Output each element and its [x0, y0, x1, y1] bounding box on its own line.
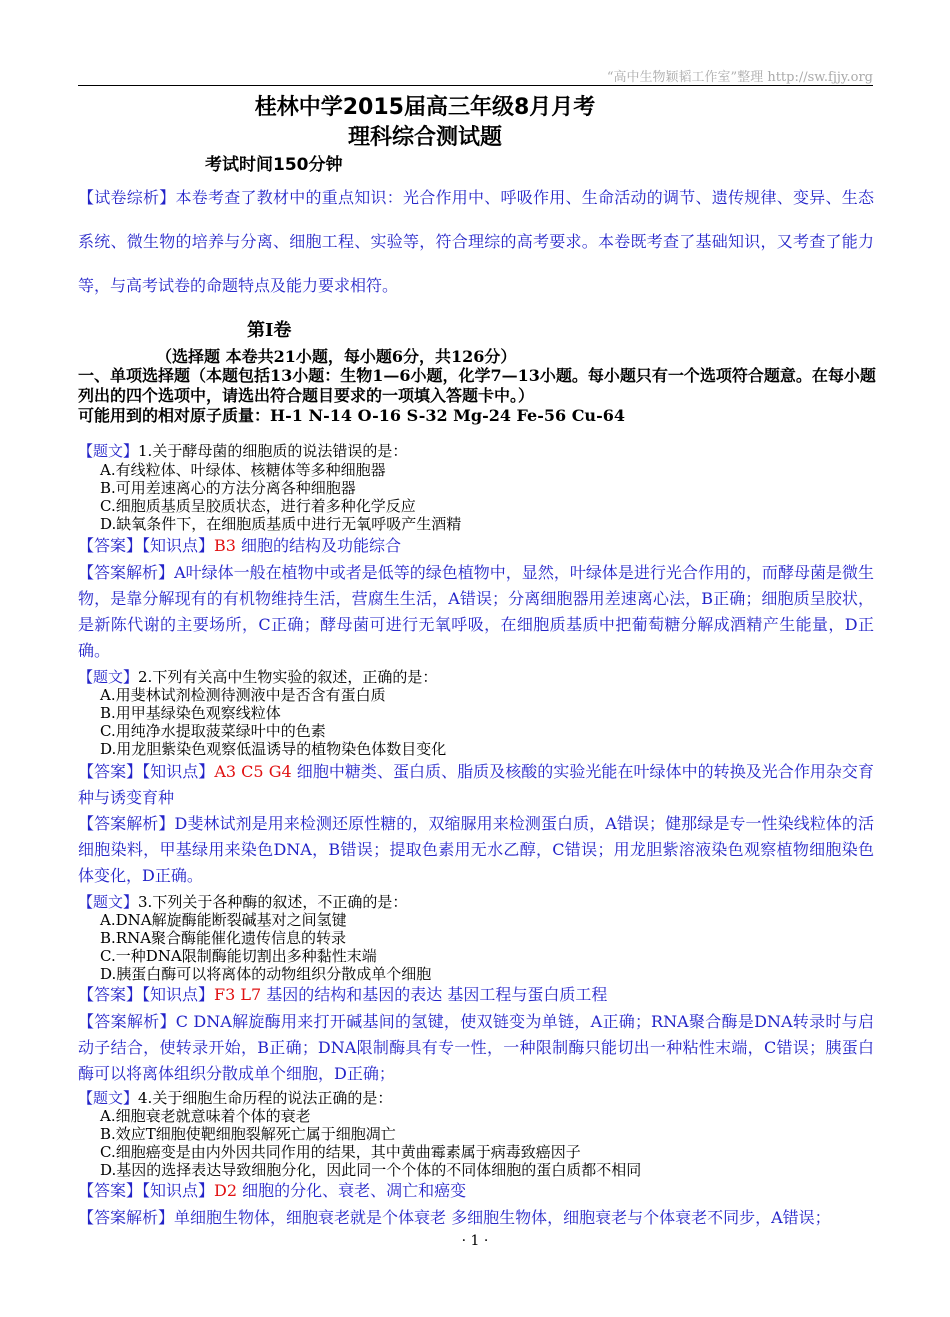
explanation-label: 【答案解析】	[78, 814, 175, 833]
answer-label: 【答案】	[78, 762, 143, 781]
question-3-explanation	[78, 1009, 874, 1087]
explanation-text: D斐林试剂是用来检测还原性糖的，双缩脲用来检测蛋白质，A错误；健那绿是专一性染线粒体的活细胞染料，甲基绿用来染色DNA，B错误；提取色素用无水乙醇，C错误；用龙胆紫溶液染色观察植物细胞染色体变化，D正确。	[78, 814, 874, 885]
explanation-text: C DNA解旋酶用来打开碱基间的氢键，使双链变为单链，A正确；RNA聚合酶是DNA转录时与启动子结合，使转录开始，B正确；DNA限制酶具有专一性，一种限制酶只能切出一种粘性末端，C错误；胰蛋白酶可以将离体组织分散成单个细胞，D正确；	[78, 1012, 874, 1083]
knowledge-text: 基因的结构和基因的表达 基因工程与蛋白质工程	[261, 985, 608, 1004]
question-3-stem	[78, 893, 407, 911]
question-1-answer	[78, 536, 401, 556]
question-2-stem	[78, 668, 437, 686]
knowledge-label: 【知识点】	[142, 536, 215, 555]
explanation-label: 【答案解析】	[78, 1208, 175, 1227]
knowledge-text: 细胞中糖类、蛋白质、脂质及核酸的实验光能在叶绿体中的转换及光合作用杂交育种与诱变育种	[78, 762, 874, 807]
question-text: 1.关于酵母菌的细胞质的说法错误的是：	[138, 442, 408, 460]
knowledge-label: 【知识点】	[142, 985, 215, 1004]
question-2-option-c: C.用纯净水提取菠菜绿叶中的色素	[100, 722, 326, 740]
knowledge-code: F3 L7	[214, 985, 262, 1004]
knowledge-label: 【知识点】	[142, 762, 215, 781]
question-text: 4.关于细胞生命历程的说法正确的是：	[138, 1089, 393, 1107]
paper-analysis	[78, 176, 874, 308]
question-label: 【题文】	[78, 893, 139, 911]
atomic-mass-line: 可能用到的相对原子质量：H-1 N-14 O-16 S-32 Mg-24 Fe-56 Cu-64	[78, 406, 625, 425]
question-3-option-d: D.胰蛋白酶可以将离体的动物组织分散成单个细胞	[100, 965, 432, 983]
knowledge-text: 细胞的分化、衰老、凋亡和癌变	[237, 1181, 467, 1200]
question-4-option-c: C.细胞癌变是由内外因共同作用的结果，其中黄曲霉素属于病毒致癌因子	[100, 1143, 581, 1161]
question-1-stem	[78, 442, 407, 460]
analysis-label: 【试卷综析】	[78, 188, 176, 207]
question-1-option-a: A.有线粒体、叶绿体、核糖体等多种细胞器	[100, 461, 386, 479]
section-subtitle: （选择题 本卷共21小题，每小题6分，共126分）	[156, 347, 517, 366]
answer-label: 【答案】	[78, 1181, 143, 1200]
exam-time: 考试时间150分钟	[205, 155, 343, 175]
explanation-text: 单细胞生物体，细胞衰老就是个体衰老 多细胞生物体，细胞衰老与个体衰老不同步，A错误；	[174, 1208, 831, 1227]
exam-subtitle: 理科综合测试题	[347, 125, 502, 150]
section-instruction	[78, 366, 878, 426]
section-title: 第Ⅰ卷	[247, 320, 292, 341]
question-3-option-c: C.一种DNA限制酶能切割出多种黏性末端	[100, 947, 377, 965]
question-1-explanation	[78, 560, 874, 664]
question-3-answer	[78, 985, 607, 1005]
question-3-option-a: A.DNA解旋酶能断裂碱基对之间氢键	[100, 911, 347, 929]
question-4-stem	[78, 1089, 392, 1107]
question-4-option-a: A.细胞衰老就意味着个体的衰老	[100, 1107, 311, 1125]
question-label: 【题文】	[78, 668, 139, 686]
question-2-option-b: B.用甲基绿染色观察线粒体	[100, 704, 281, 722]
header-rule	[78, 85, 873, 86]
question-2-option-d: D.用龙胆紫染色观察低温诱导的植物染色体数目变化	[100, 740, 447, 758]
question-4-option-b: B.效应T细胞使靶细胞裂解死亡属于细胞凋亡	[100, 1125, 396, 1143]
question-1-option-d: D.缺氧条件下，在细胞质基质中进行无氧呼吸产生酒精	[100, 515, 462, 533]
question-text: 2.下列有关高中生物实验的叙述，正确的是：	[138, 668, 438, 686]
question-2-option-a: A.用斐林试剂检测待测液中是否含有蛋白质	[100, 686, 386, 704]
knowledge-code: A3 C5 G4	[214, 762, 292, 781]
instruction-text: 一、单项选择题（本题包括13小题：生物1—6小题，化学7—13小题。每小题只有一个选项符合题意。在每小题列出的四个选项中，请选出符合题目要求的一项填入答题卡中。）	[78, 366, 876, 405]
question-2-explanation	[78, 811, 874, 889]
analysis-text: 本卷考查了教材中的重点知识：光合作用中、呼吸作用、生命活动的调节、遗传规律、变异、生态系统、微生物的培养与分离、细胞工程、实验等，符合理综的高考要求。本卷既考查了基础知识，又考查了能力等，与高考试卷的命题特点及能力要求相符。	[78, 188, 874, 295]
question-1-option-c: C.细胞质基质呈胶质状态，进行着多种化学反应	[100, 497, 416, 515]
question-2-answer	[78, 759, 874, 811]
question-1-option-b: B.可用差速离心的方法分离各种细胞器	[100, 479, 356, 497]
answer-label: 【答案】	[78, 985, 143, 1004]
knowledge-code: D2	[214, 1181, 238, 1200]
answer-label: 【答案】	[78, 536, 143, 555]
question-3-option-b: B.RNA聚合酶能催化遗传信息的转录	[100, 929, 347, 947]
explanation-text: A叶绿体一般在植物中或者是低等的绿色植物中，显然，叶绿体是进行光合作用的，而酵母菌是微生物，是靠分解现有的有机物维持生活，营腐生生活，A错误；分离细胞器用差速离心法，B正确；细胞质呈胶状，是新陈代谢的主要场所，C正确；酵母菌可进行无氧呼吸，在细胞质基质中把葡萄糖分解成酒精产生能量，D正确。	[78, 563, 874, 660]
knowledge-text: 细胞的结构及功能综合	[235, 536, 402, 555]
knowledge-code: B3	[214, 536, 236, 555]
question-4-explanation	[78, 1205, 874, 1231]
question-4-option-d: D.基因的选择表达导致细胞分化，因此同一个个体的不同体细胞的蛋白质都不相同	[100, 1161, 642, 1179]
exam-title: 桂林中学2015届高三年级8月月考	[254, 95, 596, 120]
page-header: “高中生物颖韬工作室”整理 http://sw.fjjy.org	[606, 70, 873, 85]
question-label: 【题文】	[78, 442, 139, 460]
question-4-answer	[78, 1181, 466, 1201]
question-label: 【题文】	[78, 1089, 139, 1107]
explanation-label: 【答案解析】	[78, 563, 175, 582]
page-number: · 1 ·	[461, 1233, 489, 1249]
knowledge-label: 【知识点】	[142, 1181, 215, 1200]
explanation-label: 【答案解析】	[78, 1012, 176, 1031]
question-text: 3.下列关于各种酶的叙述，不正确的是：	[138, 893, 408, 911]
